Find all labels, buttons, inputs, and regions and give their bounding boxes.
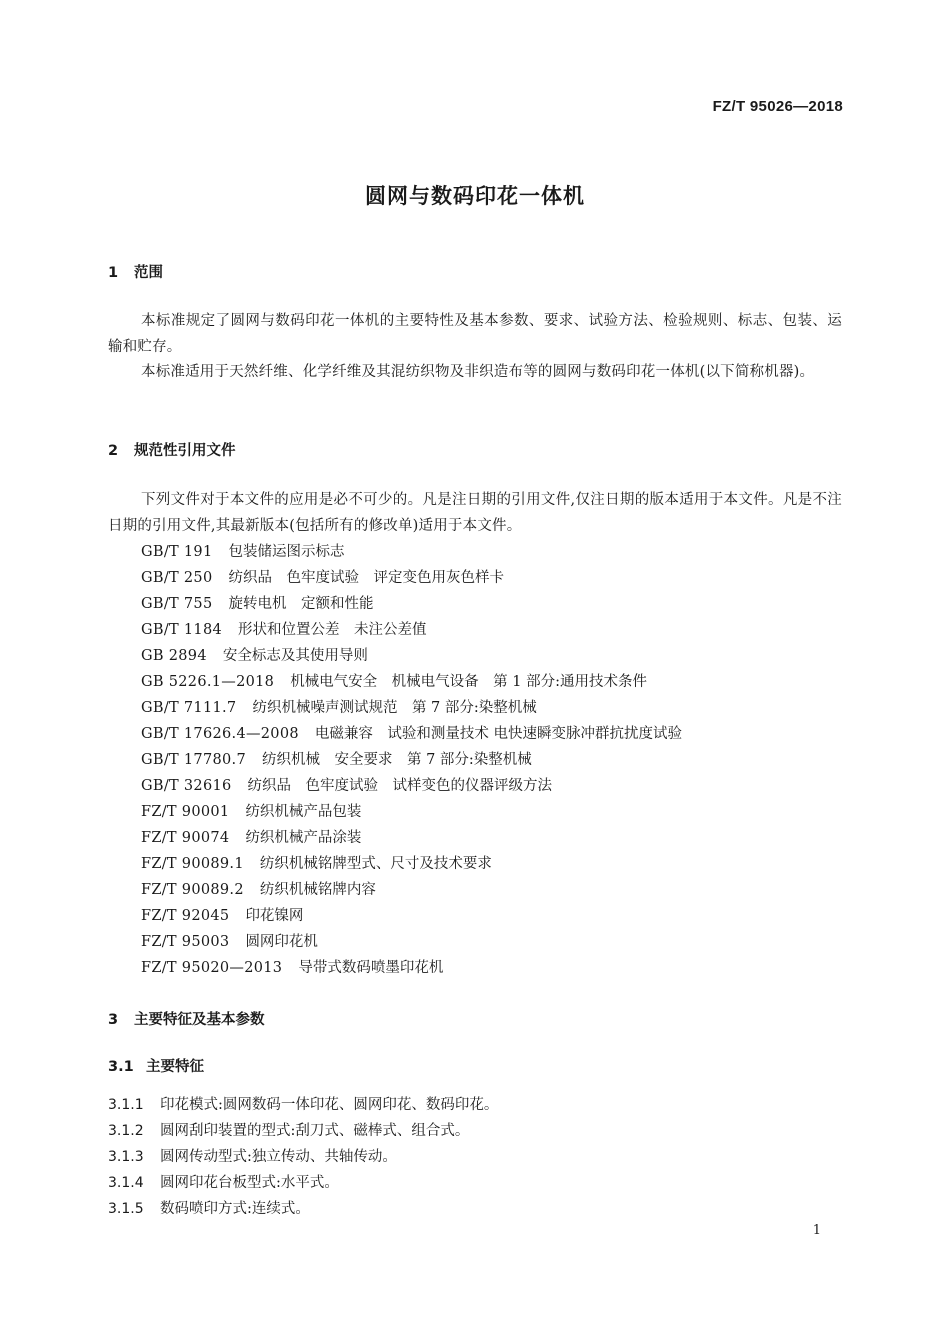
section-1-heading [108, 261, 163, 282]
subsection-title: 主要特征 [146, 1059, 204, 1075]
reference-list [141, 539, 682, 981]
reference-code: GB/T 32616 [141, 778, 232, 794]
reference-title: 纺织机械产品包装 [245, 804, 362, 820]
reference-title: 电磁兼容 试验和测量技术 电快速瞬变脉冲群抗扰度试验 [314, 726, 682, 742]
reference-title: 纺织机械 安全要求 第 7 部分:染整机械 [261, 752, 532, 768]
reference-title: 纺织品 色牢度试验 评定变色用灰色样卡 [228, 570, 504, 586]
reference-title: 圆网印花机 [245, 934, 318, 950]
reference-code: FZ/T 90074 [141, 830, 230, 846]
clause-number: 3.1.1 [108, 1097, 144, 1113]
references-intro: 下列文件对于本文件的应用是必不可少的。凡是注日期的引用文件,仅注日期的版本适用于本文件。凡是不注日期的引用文件,其最新版本(包括所有的修改单)适用于本文件。 [108, 492, 842, 534]
reference-title: 纺织品 色牢度试验 试样变色的仪器评级方法 [247, 778, 553, 794]
standard-code: FZ/T 95026—2018 [712, 98, 843, 115]
clause-list [108, 1092, 498, 1222]
reference-code: GB/T 250 [141, 570, 213, 586]
reference-item [141, 799, 682, 825]
reference-code: FZ/T 95003 [141, 934, 230, 950]
section-title: 主要特征及基本参数 [134, 1012, 265, 1028]
reference-code: GB/T 755 [141, 596, 213, 612]
page-number: 1 [812, 1223, 821, 1238]
clause-number: 3.1.5 [108, 1201, 144, 1217]
reference-title: 旋转电机 定额和性能 [228, 596, 374, 612]
reference-title: 机械电气安全 机械电气设备 第 1 部分:通用技术条件 [290, 674, 648, 690]
reference-code: GB/T 1184 [141, 622, 223, 638]
reference-title: 纺织机械铭牌内容 [259, 882, 376, 898]
reference-title: 印花镍网 [245, 908, 304, 924]
reference-item [141, 877, 682, 903]
subsection-number: 3.1 [108, 1059, 134, 1075]
section-3-heading [108, 1008, 265, 1029]
reference-title: 纺织机械产品涂装 [245, 830, 362, 846]
clause-text: 圆网印花台板型式:水平式。 [160, 1175, 339, 1191]
clause-item [108, 1196, 498, 1222]
section-2-heading [108, 439, 236, 460]
reference-code: FZ/T 95020—2013 [141, 960, 283, 976]
reference-title: 安全标志及其使用导则 [222, 648, 368, 664]
reference-item [141, 851, 682, 877]
reference-title: 导带式数码喷墨印花机 [298, 960, 444, 976]
reference-code: GB/T 17626.4—2008 [141, 726, 299, 742]
clause-text: 数码喷印方式:连续式。 [160, 1201, 310, 1217]
clause-number: 3.1.4 [108, 1175, 144, 1191]
subsection-3-1-heading [108, 1055, 204, 1076]
reference-item [141, 747, 682, 773]
reference-item [141, 617, 682, 643]
clause-item [108, 1170, 498, 1196]
reference-item [141, 929, 682, 955]
reference-title: 纺织机械噪声测试规范 第 7 部分:染整机械 [252, 700, 537, 716]
clause-item [108, 1144, 498, 1170]
clause-text: 圆网传动型式:独立传动、共轴传动。 [160, 1149, 397, 1165]
reference-code: GB 5226.1—2018 [141, 674, 275, 690]
reference-item [141, 643, 682, 669]
reference-item [141, 773, 682, 799]
section-title: 范围 [134, 265, 163, 281]
clause-item [108, 1092, 498, 1118]
clause-number: 3.1.3 [108, 1149, 144, 1165]
reference-title: 纺织机械铭牌型式、尺寸及技术要求 [259, 856, 492, 872]
clause-item [108, 1118, 498, 1144]
reference-code: FZ/T 90089.1 [141, 856, 244, 872]
document-title: 圆网与数码印花一体机 [365, 184, 585, 208]
reference-code: GB/T 7111.7 [141, 700, 237, 716]
reference-item [141, 695, 682, 721]
clause-text: 圆网刮印装置的型式:刮刀式、磁棒式、组合式。 [160, 1123, 470, 1139]
reference-code: GB 2894 [141, 648, 207, 664]
reference-item [141, 825, 682, 851]
reference-item [141, 903, 682, 929]
reference-item [141, 539, 682, 565]
reference-code: FZ/T 92045 [141, 908, 230, 924]
section-number: 3 [108, 1012, 119, 1028]
reference-item [141, 669, 682, 695]
reference-item [141, 955, 682, 981]
reference-item [141, 591, 682, 617]
reference-title: 形状和位置公差 未注公差值 [238, 622, 427, 638]
clause-text: 印花模式:圆网数码一体印花、圆网印花、数码印花。 [160, 1097, 499, 1113]
reference-item [141, 565, 682, 591]
clause-number: 3.1.2 [108, 1123, 144, 1139]
scope-paragraph-1: 本标准规定了圆网与数码印花一体机的主要特性及基本参数、要求、试验方法、检验规则、标志、包装、运输和贮存。 [108, 313, 842, 355]
section-number: 1 [108, 265, 119, 281]
reference-title: 包装储运图示标志 [228, 544, 345, 560]
reference-code: GB/T 17780.7 [141, 752, 246, 768]
reference-code: GB/T 191 [141, 544, 213, 560]
section-title: 规范性引用文件 [134, 443, 236, 459]
reference-code: FZ/T 90001 [141, 804, 230, 820]
reference-code: FZ/T 90089.2 [141, 882, 244, 898]
scope-paragraph-2: 本标准适用于天然纤维、化学纤维及其混纺织物及非织造布等的圆网与数码印花一体机(以下简称机器)。 [141, 364, 815, 380]
reference-item [141, 721, 682, 747]
section-number: 2 [108, 443, 119, 459]
